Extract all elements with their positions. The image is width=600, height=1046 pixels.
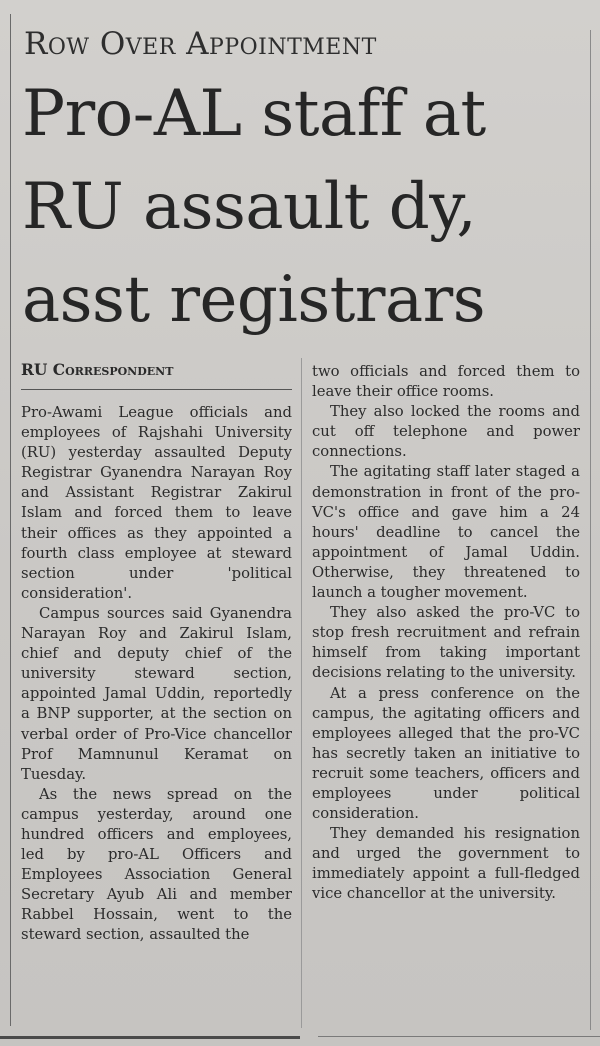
- bottom-rule: [0, 1036, 300, 1039]
- paragraph: Pro-Awami League officials and employees of Rajshahi University (RU) yesterday assaulted Deputy Registrar Gyanendra Narayan Roy and Assistant Registrar Zakirul Islam and forced them to leave their offices as they appointed a fourth class employee at steward section under 'political consideration'.: [21, 404, 292, 602]
- kicker: Row Over Appointment: [24, 26, 377, 62]
- paragraph: At a press conference on the campus, the agitating officers and employees alleged that the pro-VC has secretly taken an initiative to recruit some teachers, officers and employees under political consideration.: [312, 684, 580, 823]
- bottom-rule-right: [318, 1036, 600, 1037]
- paragraph: They demanded his resignation and urged the government to immediately appoint a full-fledged vice chancellor at the university.: [312, 825, 580, 903]
- headline-line: asst registrars: [22, 263, 486, 337]
- right-border-rule: [590, 30, 591, 1030]
- paragraph: They also locked the rooms and cut off telephone and power connections.: [312, 403, 580, 461]
- headline-line: Pro-AL staff at: [22, 77, 486, 151]
- paragraph: They also asked the pro-VC to stop fresh recruitment and refrain himself from taking important decisions relating to the university.: [312, 604, 580, 682]
- paragraph: two officials and forced them to leave their office rooms.: [312, 363, 580, 401]
- byline-rule: [21, 389, 292, 390]
- paragraph: The agitating staff later staged a demonstration in front of the pro-VC's office and gave him a 24 hours' deadline to cancel the appointment of Jamal Uddin. Otherwise, they threatened to launch a tougher movement.: [312, 463, 580, 602]
- paragraph: Campus sources said Gyanendra Narayan Roy and Zakirul Islam, chief and deputy chief of the university steward section, appointed Jamal Uddin, reportedly a BNP supporter, at the section on verbal order of Pro-Vice chancellor Prof Mamnunul Keramat on Tuesday.: [21, 604, 292, 783]
- paragraph: As the news spread on the campus yesterday, around one hundred officers and employees, led by pro-AL Officers and Employees Association General Secretary Ayub Ali and member Rabbel Hossain, went to the steward section, assaulted the: [21, 785, 292, 944]
- column-right: [312, 362, 580, 905]
- column-divider: [301, 358, 302, 1028]
- headline: [22, 68, 582, 347]
- byline: RU Correspondent: [21, 360, 174, 379]
- left-border-rule: [10, 14, 11, 1026]
- headline-line: RU assault dy,: [22, 170, 477, 244]
- column-left: [21, 403, 292, 946]
